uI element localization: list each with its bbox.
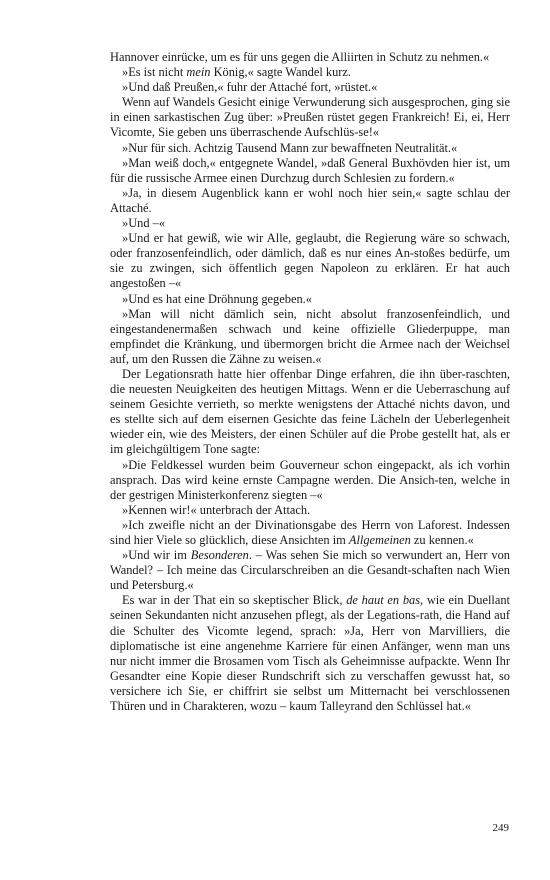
paragraph	[110, 307, 510, 367]
paragraph	[110, 141, 510, 156]
paragraph	[110, 503, 510, 518]
italic-text: de haut en bas	[346, 593, 421, 608]
text-run: Es war in der That ein so skeptischer Blick,	[122, 593, 347, 608]
paragraph	[110, 186, 510, 216]
page-number: 249	[492, 822, 509, 834]
text-run: »Und er hat gewiß, wie wir Alle, geglaubt, die Regierung wäre so schwach, oder franzosenfeindlich, oder dämlich, daß es nur eines An-stoßes bedürfe, um sie zu zwingen, sich öffentlich gegen Napoleon zu erklären. Er hat auch angestoßen –«	[110, 231, 510, 291]
paragraph	[110, 593, 510, 714]
paragraph	[110, 80, 510, 95]
text-run: »Man weiß doch,« entgegnete Wandel, »daß General Buxhövden hier ist, um für die russische Armee einen Durchzug durch Schlesien zu fordern.«	[110, 155, 510, 185]
paragraph	[110, 50, 510, 65]
paragraph	[110, 156, 510, 186]
text-run: »Ich zweifle nicht an der Divinationsgabe des Herrn von Laforest. Indessen sind hier Viele so glücklich, diese Ansichten im	[110, 517, 510, 547]
italic-text: mein	[186, 65, 211, 80]
paragraph	[110, 65, 510, 80]
text-run: »Kennen wir!« unterbrach der Attach.	[122, 502, 311, 517]
text-run: »Ja, in diesem Augenblick kann er wohl noch hier sein,« sagte schlau der Attaché.	[110, 185, 510, 215]
body-text	[110, 50, 510, 714]
text-run: »Und daß Preußen,« fuhr der Attaché fort, »rüstet.«	[122, 80, 378, 95]
text-run: »Die Feldkessel wurden beim Gouverneur schon eingepackt, als ich vorhin ansprach. Das wird keine ernste Campagne werden. Die Ansich-ten, welche in der gestrigen Ministerkonferenz siegten –«	[110, 457, 510, 502]
paragraph	[110, 458, 510, 503]
text-run: »Es ist nicht	[122, 65, 187, 80]
text-run: »Und es hat eine Dröhnung gegeben.«	[122, 291, 312, 306]
paragraph	[110, 292, 510, 307]
text-run: »Nur für sich. Achtzig Tausend Mann zur bewaffneten Neutralität.«	[122, 140, 458, 155]
text-run: »Und –«	[122, 216, 166, 231]
paragraph	[110, 231, 510, 291]
text-run: Hannover einrücke, um es für uns gegen die Alliirten in Schutz zu nehmen.«	[110, 50, 490, 64]
text-run: Wenn auf Wandels Gesicht einige Verwunderung sich ausgesprochen, ging sie in einen sarkastischen Zug über: »Preußen rüstet gegen Frankreich! Ei, ei, Herr Vicomte, Sie geben uns überraschende Aufschlüs-se!«	[110, 95, 510, 140]
paragraph	[110, 518, 510, 548]
italic-text: Besonderen	[190, 548, 249, 563]
text-run: , wie ein Duellant seinen Sekundanten nicht anzusehen pflegt, als der Legations-rath, die Hand auf die Schulter des Vicomte legend, sprach: »Ja, Herr von Marvilliers, die diplomatische ist eine angenehme Karriere für einen Anfänger, wenn man uns nur nicht immer die Brosamen vom Tisch als Geheimnisse aufpackte. Wenn Ihr Gesandter eine Kopie dieser Rundschrift sich zu verschaffen gewusst hat, so versichere ich Sie, er chiffrirt sie selbst um Mitternacht bei verschlossenen Thüren und in Charakteren, wozu – kaum Talleyrand den Schlüssel hat.«	[110, 593, 510, 714]
italic-text: Allgemeinen	[348, 533, 411, 547]
text-run: »Man will nicht dämlich sein, nicht absolut franzosenfeindlich, und eingestandenermaßen schwach und keine offizielle Gliederpuppe, man empfindet die Kränkung, und übermorgen bricht die Armee nach der Weichsel auf, um den Russen die Zähne zu weisen.«	[110, 306, 510, 366]
paragraph	[110, 367, 510, 458]
text-run: . – Was sehen Sie mich so verwundert an, Herr von Wandel? – Ich meine das Circularschreiben an die Gesandt-schaften nach Wien und Petersburg.«	[110, 548, 510, 593]
paragraph	[110, 95, 510, 140]
paragraph	[110, 216, 510, 231]
text-run: zu kennen.«	[410, 533, 474, 547]
text-run: »Und wir im	[122, 548, 191, 563]
paragraph	[110, 548, 510, 593]
text-run: König,« sagte Wandel kurz.	[210, 65, 352, 80]
text-run: Der Legationsrath hatte hier offenbar Dinge erfahren, die ihn über-raschten, die neuesten Neuigkeiten des heutigen Mittags. Wenn er die Ueberraschung auf seinem Gesichte verrieth, so merkte wenigstens der Attaché nichts davon, und es stellte sich auf dem eisernen Gesichte das feine Lächeln der Ueberlegenheit wieder ein, wie des Meisters, der einen Schüler auf die Probe gestellt hat, als er im gleichgültigem Tone sagte:	[110, 366, 510, 457]
